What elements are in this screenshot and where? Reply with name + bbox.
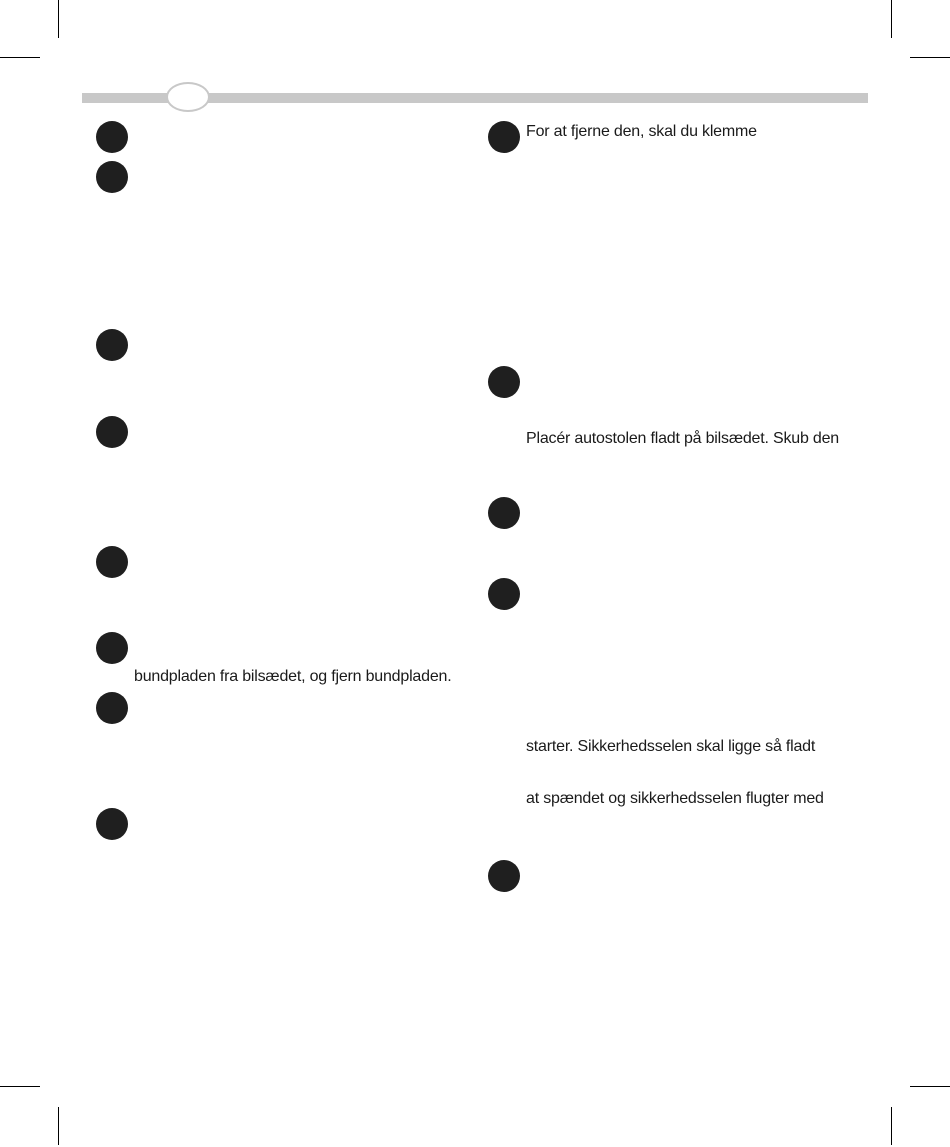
crop-mark-top-left-vertical — [58, 0, 59, 38]
step-bullet-left-3 — [96, 329, 128, 361]
page-number-tab — [166, 82, 210, 112]
crop-mark-top-left-horizontal — [0, 57, 40, 58]
crop-mark-top-right-vertical — [891, 0, 892, 38]
step-text-right-4-line-2: at spændet og sikkerhedsselen flugter med — [526, 790, 824, 807]
step-text-right-1: For at fjerne den, skal du klemme — [526, 123, 757, 140]
step-text-left-6: bundpladen fra bilsædet, og fjern bundpladen. — [134, 668, 452, 685]
step-bullet-left-7 — [96, 692, 128, 724]
step-bullet-left-2 — [96, 161, 128, 193]
step-bullet-left-4 — [96, 416, 128, 448]
step-bullet-left-1 — [96, 121, 128, 153]
step-bullet-right-2 — [488, 366, 520, 398]
step-text-right-2: Placér autostolen fladt på bilsædet. Skub den — [526, 430, 839, 447]
step-bullet-right-5 — [488, 860, 520, 892]
crop-mark-bottom-left-horizontal — [0, 1086, 40, 1087]
step-bullet-left-5 — [96, 546, 128, 578]
crop-mark-bottom-right-vertical — [891, 1107, 892, 1145]
step-bullet-left-8 — [96, 808, 128, 840]
step-bullet-right-1 — [488, 121, 520, 153]
crop-mark-bottom-right-horizontal — [910, 1086, 950, 1087]
crop-mark-top-right-horizontal — [910, 57, 950, 58]
step-bullet-right-3 — [488, 497, 520, 529]
step-text-right-4-line-1: starter. Sikkerhedsselen skal ligge så fladt — [526, 738, 816, 755]
step-bullet-right-4 — [488, 578, 520, 610]
step-bullet-left-6 — [96, 632, 128, 664]
crop-mark-bottom-left-vertical — [58, 1107, 59, 1145]
